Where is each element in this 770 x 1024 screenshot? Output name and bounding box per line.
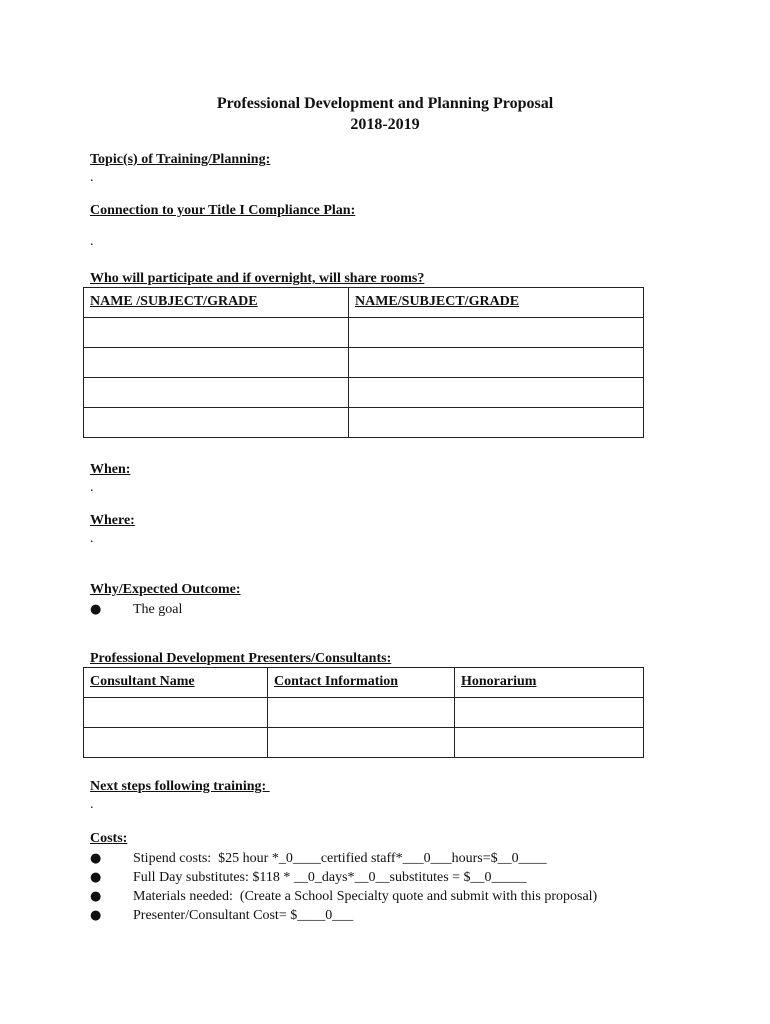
table-cell[interactable] [349, 318, 644, 348]
presenters-heading: Professional Development Presenters/Consultants: [90, 651, 392, 666]
table-cell[interactable] [268, 728, 455, 758]
table-cell[interactable] [84, 728, 268, 758]
table-cell[interactable] [455, 698, 644, 728]
table-cell[interactable] [349, 348, 644, 378]
table-row [84, 408, 644, 438]
topic-value: . [90, 170, 94, 185]
table-cell[interactable] [84, 408, 349, 438]
table-cell[interactable] [84, 318, 349, 348]
table-header-row [84, 288, 644, 318]
why-heading: Why/Expected Outcome: [90, 582, 241, 597]
when-value: . [90, 480, 94, 495]
when-heading: When: [90, 462, 131, 477]
bullet-icon: ● [90, 908, 102, 923]
table-cell[interactable] [349, 378, 644, 408]
table-row [84, 318, 644, 348]
list-item: ● The goal [90, 602, 183, 617]
presenters-header-3: Honorarium [455, 668, 644, 698]
where-value: . [90, 531, 94, 546]
list-item: ● Stipend costs: $25 hour *_0____certified staff*___0___hours=$__0____ [90, 851, 547, 866]
document-title: Professional Development and Planning Proposal [216, 95, 554, 112]
table-cell[interactable] [268, 698, 455, 728]
document-year: 2018-2019 [350, 116, 420, 133]
participants-table [83, 287, 644, 438]
table-cell[interactable] [84, 348, 349, 378]
list-item: ● Full Day substitutes: $118 * __0_days*__0__substitutes = $__0_____ [90, 870, 527, 885]
presenters-header-2: Contact Information [268, 668, 455, 698]
table-row [84, 728, 644, 758]
participants-heading: Who will participate and if overnight, will share rooms? [90, 271, 425, 286]
connection-value: . [90, 234, 94, 249]
bullet-icon: ● [90, 889, 102, 904]
presenters-table [83, 667, 644, 758]
list-item: ● Materials needed: (Create a School Specialty quote and submit with this proposal) [90, 889, 598, 904]
participants-header-1: NAME /SUBJECT/GRADE [84, 288, 349, 318]
costs-list [90, 849, 597, 925]
connection-heading: Connection to your Title I Compliance Plan: [90, 203, 356, 218]
table-row [84, 378, 644, 408]
table-cell[interactable] [84, 378, 349, 408]
table-cell[interactable] [349, 408, 644, 438]
bullet-icon: ● [90, 602, 102, 617]
why-list [90, 600, 182, 619]
bullet-icon: ● [90, 870, 102, 885]
table-row [84, 348, 644, 378]
presenters-header-1: Consultant Name [84, 668, 268, 698]
costs-heading: Costs: [90, 831, 128, 846]
table-cell[interactable] [455, 728, 644, 758]
next-steps-value: . [90, 797, 94, 812]
table-row [84, 698, 644, 728]
table-header-row [84, 668, 644, 698]
participants-header-2: NAME/SUBJECT/GRADE [349, 288, 644, 318]
list-item: ● Presenter/Consultant Cost= $____0___ [90, 908, 354, 923]
topic-heading: Topic(s) of Training/Planning: [90, 152, 271, 167]
table-cell[interactable] [84, 698, 268, 728]
bullet-icon: ● [90, 851, 102, 866]
next-steps-heading: Next steps following training: [90, 779, 270, 794]
where-heading: Where: [90, 513, 135, 528]
